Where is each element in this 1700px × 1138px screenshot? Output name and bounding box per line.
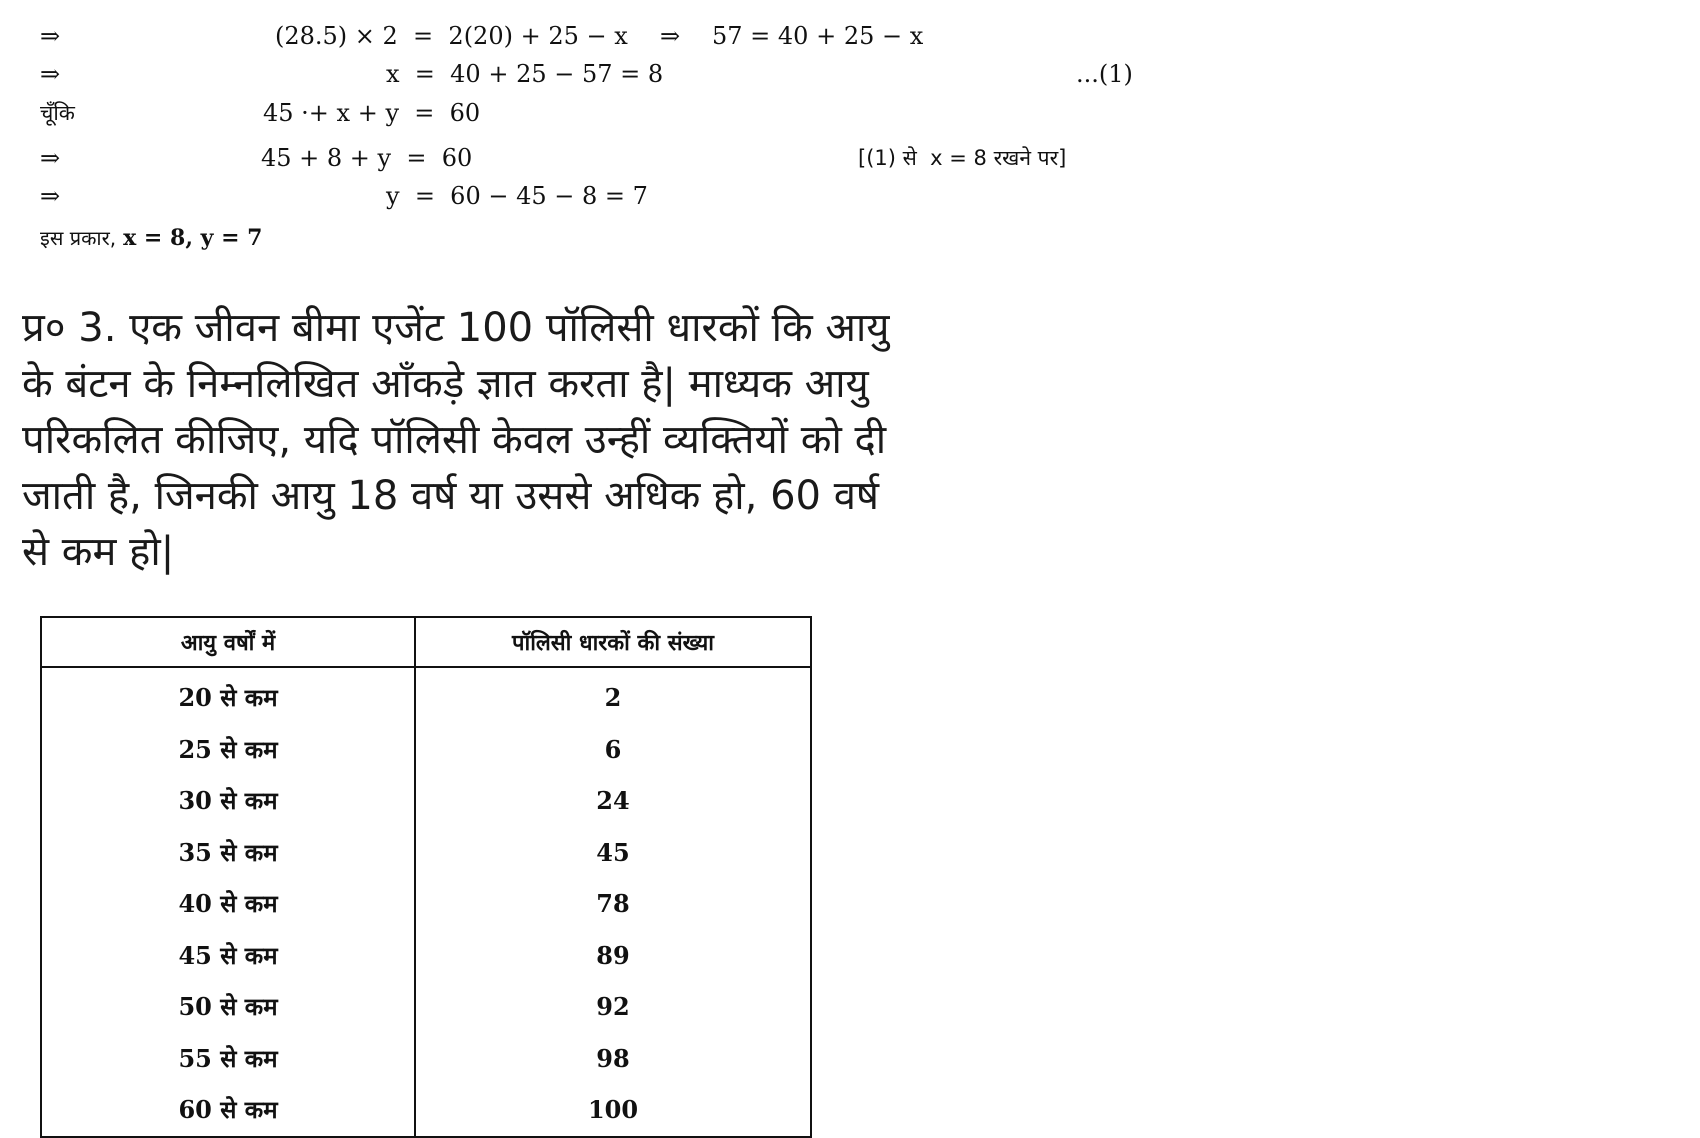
table-row [41, 724, 811, 776]
table-row [41, 1084, 811, 1137]
table-row [41, 827, 811, 879]
table-row [41, 878, 811, 930]
equation-left: (28.5) × 2 = 2(20) + 25 − x [275, 22, 628, 50]
age-cell: 55 से कम [41, 1033, 415, 1085]
question-line: परिकलित कीजिए, यदि पॉलिसी केवल उन्हीं व्यक्तियों को दी [22, 417, 887, 463]
conclusion-prefix: इस प्रकार, [40, 226, 117, 250]
age-cell: 40 से कम [41, 878, 415, 930]
table-row [41, 981, 811, 1033]
solution-line [0, 138, 1180, 178]
count-cell: 98 [596, 1043, 630, 1073]
age-distribution-table [40, 616, 812, 1138]
implies-symbol: ⇒ [660, 22, 681, 50]
question-line: जाती है, जिनकी आयु 18 वर्ष या उससे अधिक हो, 60 वर्ष [22, 473, 880, 519]
substitution-note: [(1) से x = 8 रखने पर] [858, 146, 1067, 170]
question-line: प्र० 3. एक जीवन बीमा एजेंट 100 पॉलिसी धारकों कि आयु [22, 305, 890, 351]
solution-line [0, 54, 1180, 94]
implies-symbol: ⇒ [40, 144, 61, 172]
implies-symbol: ⇒ [40, 60, 61, 88]
equation-left: y = 60 − 45 − 8 = 7 [386, 182, 648, 210]
age-cell: 60 से कम [41, 1084, 415, 1137]
equation-right: 57 = 40 + 25 − x [712, 22, 924, 50]
count-cell: 6 [604, 734, 622, 764]
age-cell: 25 से कम [41, 724, 415, 776]
conclusion [40, 218, 263, 259]
column-header-age: आयु वर्षों में [41, 617, 415, 667]
since-label: चूँकि [40, 101, 75, 125]
table-row [41, 775, 811, 827]
implies-symbol: ⇒ [40, 182, 61, 210]
count-cell: 2 [604, 683, 622, 713]
age-cell: 30 से कम [41, 775, 415, 827]
question-text [22, 300, 1132, 580]
question-line: के बंटन के निम्नलिखित आँकड़े ज्ञात करता है| माध्यक आयु [22, 361, 869, 407]
equation-left: x = 40 + 25 − 57 = 8 [386, 60, 664, 88]
age-cell: 35 से कम [41, 827, 415, 879]
solution-line [0, 93, 1180, 133]
column-header-policy-holders: पॉलिसी धारकों की संख्या [415, 617, 811, 667]
implies-symbol: ⇒ [40, 22, 61, 50]
conclusion-value: x = 8, y = 7 [123, 225, 263, 251]
age-cell: 50 से कम [41, 981, 415, 1033]
solution-line [0, 176, 1180, 216]
solution-block [0, 0, 1180, 270]
equation-tag: ...(1) [1076, 60, 1133, 88]
count-cell: 45 [596, 837, 630, 867]
count-cell: 100 [587, 1095, 639, 1125]
count-cell: 24 [596, 786, 630, 816]
count-cell: 92 [596, 992, 630, 1022]
age-cell: 45 से कम [41, 930, 415, 982]
conclusion-line [0, 218, 1180, 258]
count-cell: 78 [596, 889, 630, 919]
table-header-row [41, 617, 811, 667]
question-line: से कम हो| [22, 529, 175, 575]
solution-line [0, 16, 1180, 56]
table-row [41, 1033, 811, 1085]
equation-left: 45 + 8 + y = 60 [261, 144, 473, 172]
equation-left: 45 ·+ x + y = 60 [263, 99, 481, 127]
table-row [41, 930, 811, 982]
table-row [41, 667, 811, 724]
count-cell: 89 [596, 940, 630, 970]
age-cell: 20 से कम [41, 667, 415, 724]
